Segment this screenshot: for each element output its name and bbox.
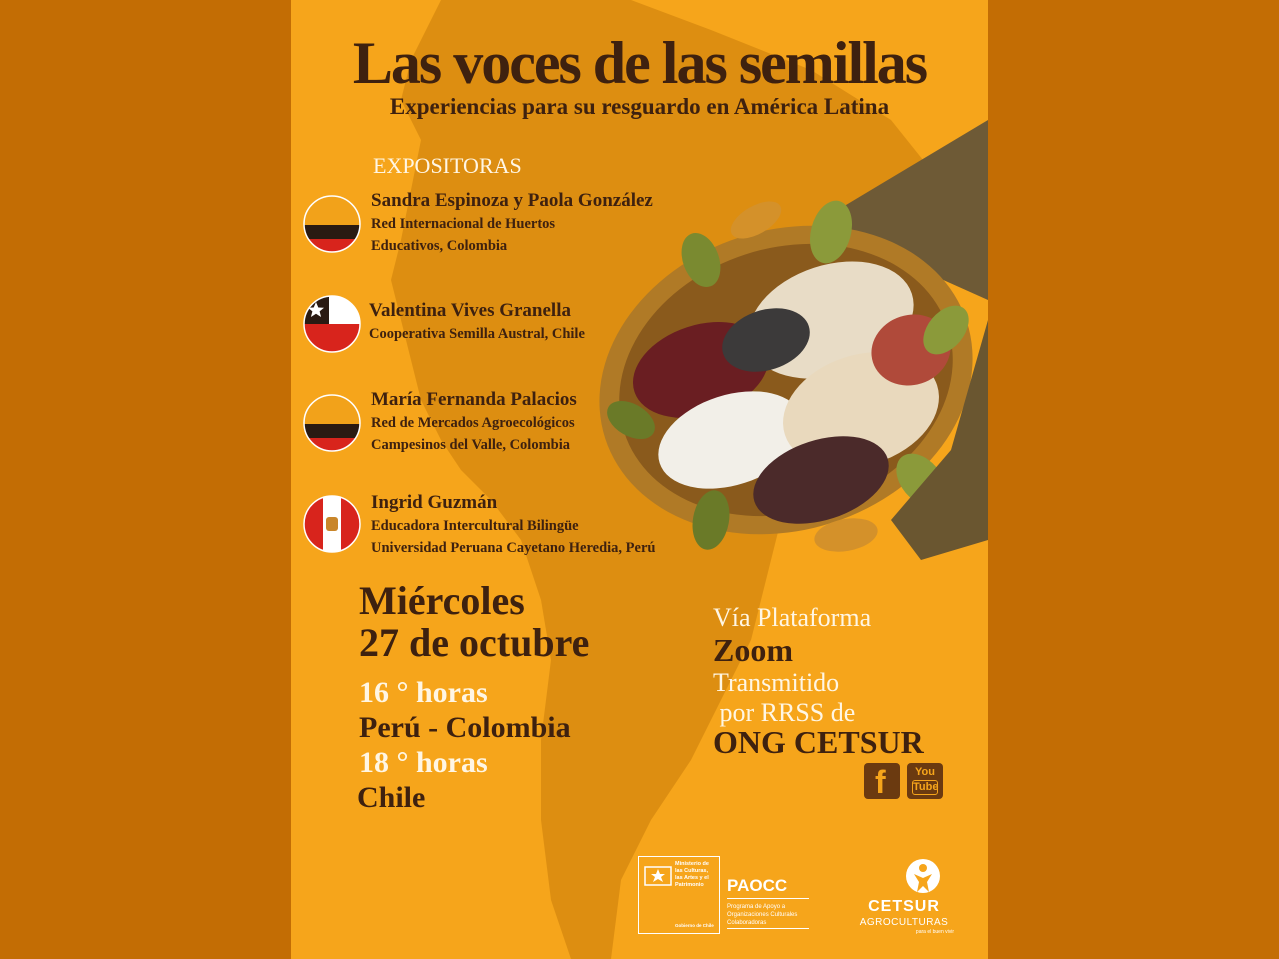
cetsur-figure-icon	[903, 856, 943, 898]
platform-name: Zoom	[713, 632, 793, 668]
paocc-divider	[727, 928, 809, 929]
speaker-org: Red Internacional de Huertos	[371, 216, 556, 232]
paocc-description: Programa de Apoyo a Organizaciones Culturales Colaboradoras	[727, 904, 798, 926]
platform-org: ONG CETSUR	[713, 724, 924, 760]
speaker-name: Sandra Espinoza y Paola González	[371, 190, 653, 211]
poster-title: Las voces de las semillas	[352, 30, 927, 96]
peru-flag-icon	[303, 495, 361, 553]
speaker-org: Campesinos del Valle, Colombia	[371, 437, 570, 453]
speaker-org: Educativos, Colombia	[371, 238, 508, 254]
colombia-flag-icon	[303, 195, 361, 253]
platform-by: por RRSS de	[713, 698, 856, 727]
platform-via: Vía Plataforma	[713, 603, 872, 632]
poster-subtitle: Experiencias para su resguardo en América Latina	[389, 94, 890, 119]
chile-flag-icon	[303, 295, 361, 353]
speaker-name: Ingrid Guzmán	[371, 492, 498, 513]
speaker-org: Cooperativa Semilla Austral, Chile	[369, 326, 585, 342]
facebook-icon[interactable]	[864, 763, 900, 799]
platform-transmit: Transmitido	[713, 668, 840, 697]
youtube-tube-text: Tube	[913, 781, 939, 793]
ministry-crest-icon	[643, 863, 673, 893]
ministry-logo	[638, 856, 720, 934]
time-zone-chile: Chile	[357, 781, 426, 814]
time-zone-peru-colombia: Perú - Colombia	[359, 711, 571, 744]
speaker-name: Valentina Vives Granella	[369, 300, 571, 321]
agroculturas-text: AGROCULTURAS	[859, 917, 949, 928]
speaker-org: Educadora Intercultural Bilingüe	[371, 518, 579, 534]
speaker-name: María Fernanda Palacios	[371, 389, 577, 410]
youtube-icon[interactable]	[907, 763, 943, 799]
speakers-heading: EXPOSITORAS	[373, 153, 522, 178]
colombia-flag-icon	[303, 394, 361, 452]
speaker-org: Red de Mercados Agroecológicos	[371, 415, 575, 431]
paocc-divider	[727, 898, 809, 899]
ministry-name: Ministerio de las Culturas, las Artes y el Patrimonio	[675, 861, 709, 888]
event-time-peru-colombia: 16 ° horas	[359, 676, 488, 709]
event-poster	[291, 0, 988, 959]
paocc-logo: PAOCC	[727, 876, 788, 895]
event-date: 27 de octubre	[359, 620, 590, 665]
government-name: Gobierno de Chile	[675, 923, 714, 928]
facebook-glyph: f	[875, 764, 886, 800]
youtube-you-text: You	[915, 766, 935, 778]
agroculturas-tagline: para el buen vivir	[915, 929, 954, 935]
cetsur-logo: CETSUR	[868, 898, 940, 915]
event-time-chile: 18 ° horas	[359, 746, 488, 779]
event-day: Miércoles	[359, 578, 525, 623]
speaker-org: Universidad Peruana Cayetano Heredia, Perú	[371, 540, 656, 556]
